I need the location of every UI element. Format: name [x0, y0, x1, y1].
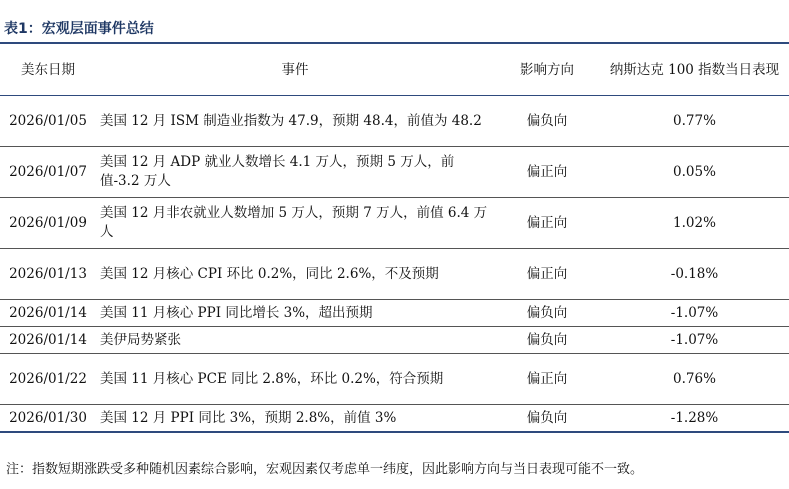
- cell-date: 2026/01/07: [0, 147, 96, 198]
- cell-date: 2026/01/05: [0, 96, 96, 147]
- header-nasdaq: 纳斯达克 100 指数当日表现: [600, 45, 789, 96]
- cell-date: 2026/01/30: [0, 405, 96, 433]
- cell-event: 美国 12 月非农就业人数增加 5 万人，预期 7 万人，前值 6.4 万人: [96, 198, 494, 249]
- cell-direction: 偏正向: [494, 198, 600, 249]
- cell-direction: 偏正向: [494, 354, 600, 405]
- table-row: [0, 147, 789, 198]
- macro-events-table: [0, 45, 789, 433]
- table-row: [0, 300, 789, 327]
- header-direction: 影响方向: [494, 45, 600, 96]
- cell-event: 美国 12 月 ISM 制造业指数为 47.9，预期 48.4，前值为 48.2: [96, 96, 494, 147]
- cell-direction: 偏负向: [494, 300, 600, 327]
- cell-direction: 偏负向: [494, 327, 600, 354]
- table-row: [0, 96, 789, 147]
- cell-direction: 偏正向: [494, 147, 600, 198]
- table-caption: 表1：宏观层面事件总结: [4, 21, 154, 37]
- cell-date: 2026/01/13: [0, 249, 96, 300]
- cell-event: 美国 11 月核心 PCE 同比 2.8%，环比 0.2%，符合预期: [96, 354, 494, 405]
- cell-event: 美国 12 月 PPI 同比 3%，预期 2.8%，前值 3%: [96, 405, 494, 433]
- cell-event: 美国 11 月核心 PPI 同比增长 3%，超出预期: [96, 300, 494, 327]
- cell-nasdaq: 0.05%: [600, 147, 789, 198]
- cell-date: 2026/01/09: [0, 198, 96, 249]
- table-row: [0, 249, 789, 300]
- cell-date: 2026/01/14: [0, 327, 96, 354]
- table-row: [0, 405, 789, 433]
- cell-direction: 偏负向: [494, 96, 600, 147]
- cell-nasdaq: -0.18%: [600, 249, 789, 300]
- cell-event: 美国 12 月核心 CPI 环比 0.2%，同比 2.6%，不及预期: [96, 249, 494, 300]
- header-date: 美东日期: [0, 45, 96, 96]
- cell-nasdaq: 1.02%: [600, 198, 789, 249]
- cell-direction: 偏负向: [494, 405, 600, 433]
- cell-event: 美伊局势紧张: [96, 327, 494, 354]
- cell-date: 2026/01/14: [0, 300, 96, 327]
- table-row: [0, 327, 789, 354]
- table-row: [0, 354, 789, 405]
- cell-event: 美国 12 月 ADP 就业人数增长 4.1 万人，预期 5 万人，前值-3.2 万人: [96, 147, 494, 198]
- header-event: 事件: [96, 45, 494, 96]
- cell-nasdaq: 0.76%: [600, 354, 789, 405]
- cell-direction: 偏正向: [494, 249, 600, 300]
- cell-nasdaq: -1.07%: [600, 300, 789, 327]
- header-row: [0, 45, 789, 96]
- cell-nasdaq: 0.77%: [600, 96, 789, 147]
- cell-date: 2026/01/22: [0, 354, 96, 405]
- cell-nasdaq: -1.07%: [600, 327, 789, 354]
- cell-nasdaq: -1.28%: [600, 405, 789, 433]
- table-footnote: 注：指数短期涨跌受多种随机因素综合影响，宏观因素仅考虑单一纬度，因此影响方向与当日表现可能不一致。: [6, 462, 644, 477]
- caption-rule: [0, 42, 789, 44]
- table-row: [0, 198, 789, 249]
